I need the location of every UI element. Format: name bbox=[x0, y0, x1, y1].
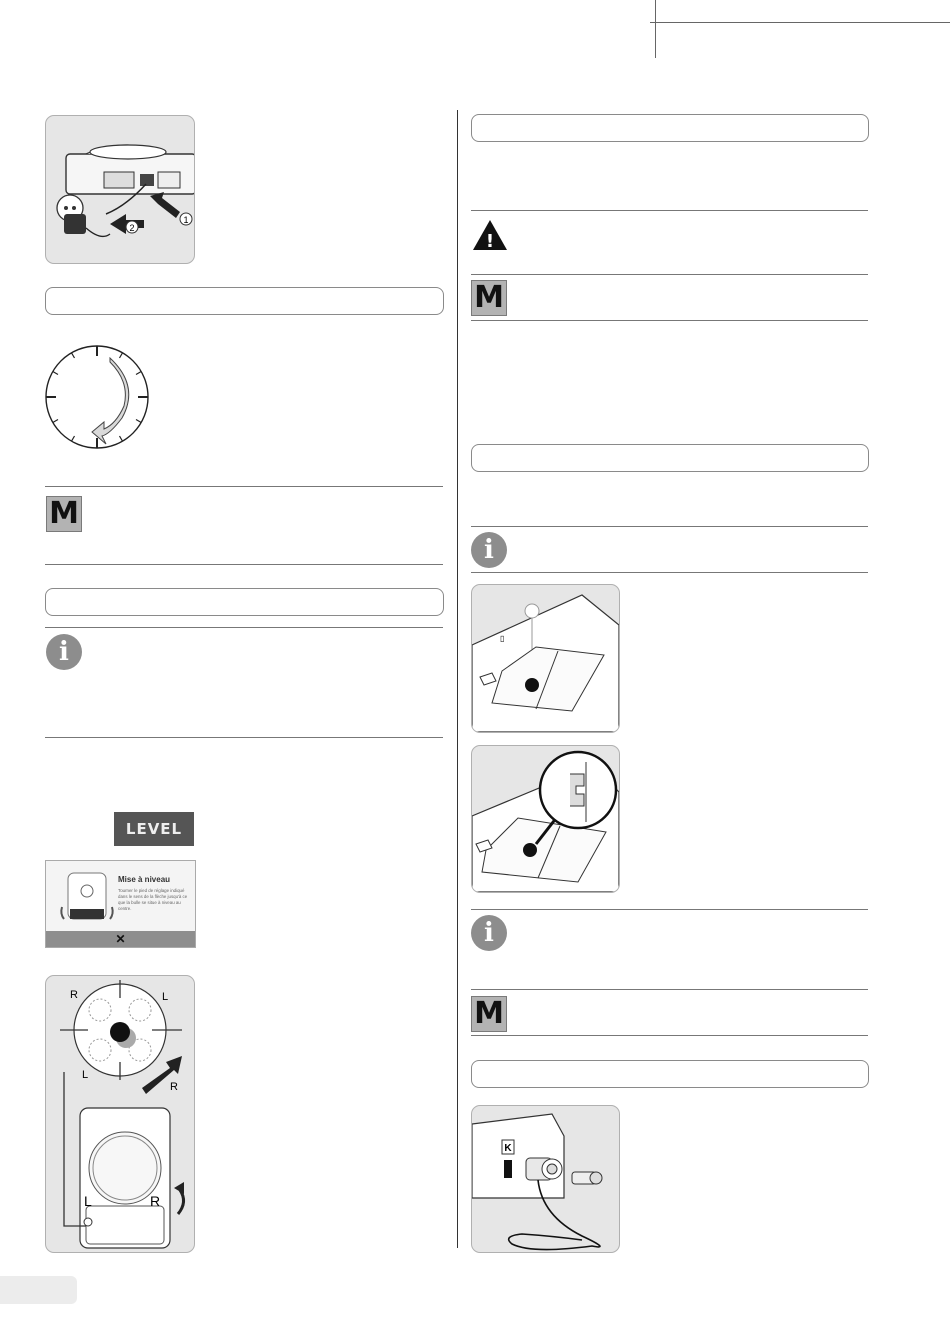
screen-close-button[interactable]: ✕ bbox=[46, 931, 195, 947]
leveling-display-screen bbox=[45, 860, 196, 948]
rule bbox=[471, 320, 868, 321]
foot-L-label: L bbox=[84, 1193, 92, 1209]
rule bbox=[471, 526, 868, 527]
section-heading-right-1 bbox=[471, 114, 869, 142]
svg-text:▯: ▯ bbox=[500, 634, 505, 643]
info-icon: i bbox=[46, 634, 82, 670]
rule bbox=[471, 989, 868, 990]
underfloor-hook-figure bbox=[471, 584, 620, 733]
manual-mode-icon: M bbox=[46, 496, 82, 532]
rule bbox=[471, 1035, 868, 1036]
rotate-L-bottom-label: L bbox=[82, 1069, 89, 1081]
section-heading-leveling bbox=[45, 588, 444, 616]
crop-mark-corner bbox=[650, 0, 950, 58]
info-icon: i bbox=[471, 532, 507, 568]
leveling-feet-figure bbox=[45, 975, 195, 1253]
callout-1-label: 1 bbox=[183, 215, 189, 225]
rule bbox=[45, 627, 443, 628]
rule bbox=[471, 909, 868, 910]
foot-R-label: R bbox=[150, 1193, 161, 1209]
rule bbox=[471, 210, 868, 211]
section-heading-warmup bbox=[45, 287, 444, 315]
manual-mode-icon: M bbox=[471, 996, 507, 1032]
rule bbox=[471, 274, 868, 275]
section-heading-right-2 bbox=[471, 444, 869, 472]
power-connection-figure bbox=[45, 115, 195, 264]
screen-body: Tourner le pied de réglage indiqué dans le sens de la flèche jusqu'à ce que la bulle se situe à niveau au centre. bbox=[118, 888, 188, 911]
column-divider bbox=[457, 110, 458, 1248]
underfloor-hook-detail-figure bbox=[471, 745, 620, 893]
lock-K-label: K bbox=[504, 1143, 512, 1154]
clock-warmup-icon bbox=[44, 344, 150, 450]
rule bbox=[471, 572, 868, 573]
rotate-R-label: R bbox=[70, 989, 78, 1001]
rule bbox=[45, 737, 443, 738]
callout-2-label: 2 bbox=[129, 223, 135, 233]
rule bbox=[45, 564, 443, 565]
rotate-R-arrow-label: R bbox=[170, 1081, 178, 1093]
page-number-tab bbox=[0, 1276, 77, 1304]
rotate-L-label: L bbox=[162, 991, 169, 1003]
level-badge: LEVEL bbox=[114, 812, 194, 846]
anti-theft-lock-figure bbox=[471, 1105, 620, 1253]
screen-title: Mise à niveau bbox=[118, 875, 171, 884]
warning-icon bbox=[471, 218, 509, 252]
manual-mode-icon: M bbox=[471, 280, 507, 316]
rule bbox=[45, 486, 443, 487]
info-icon: i bbox=[471, 915, 507, 951]
section-heading-right-3 bbox=[471, 1060, 869, 1088]
warning-icon-glyph: ! bbox=[485, 231, 495, 252]
